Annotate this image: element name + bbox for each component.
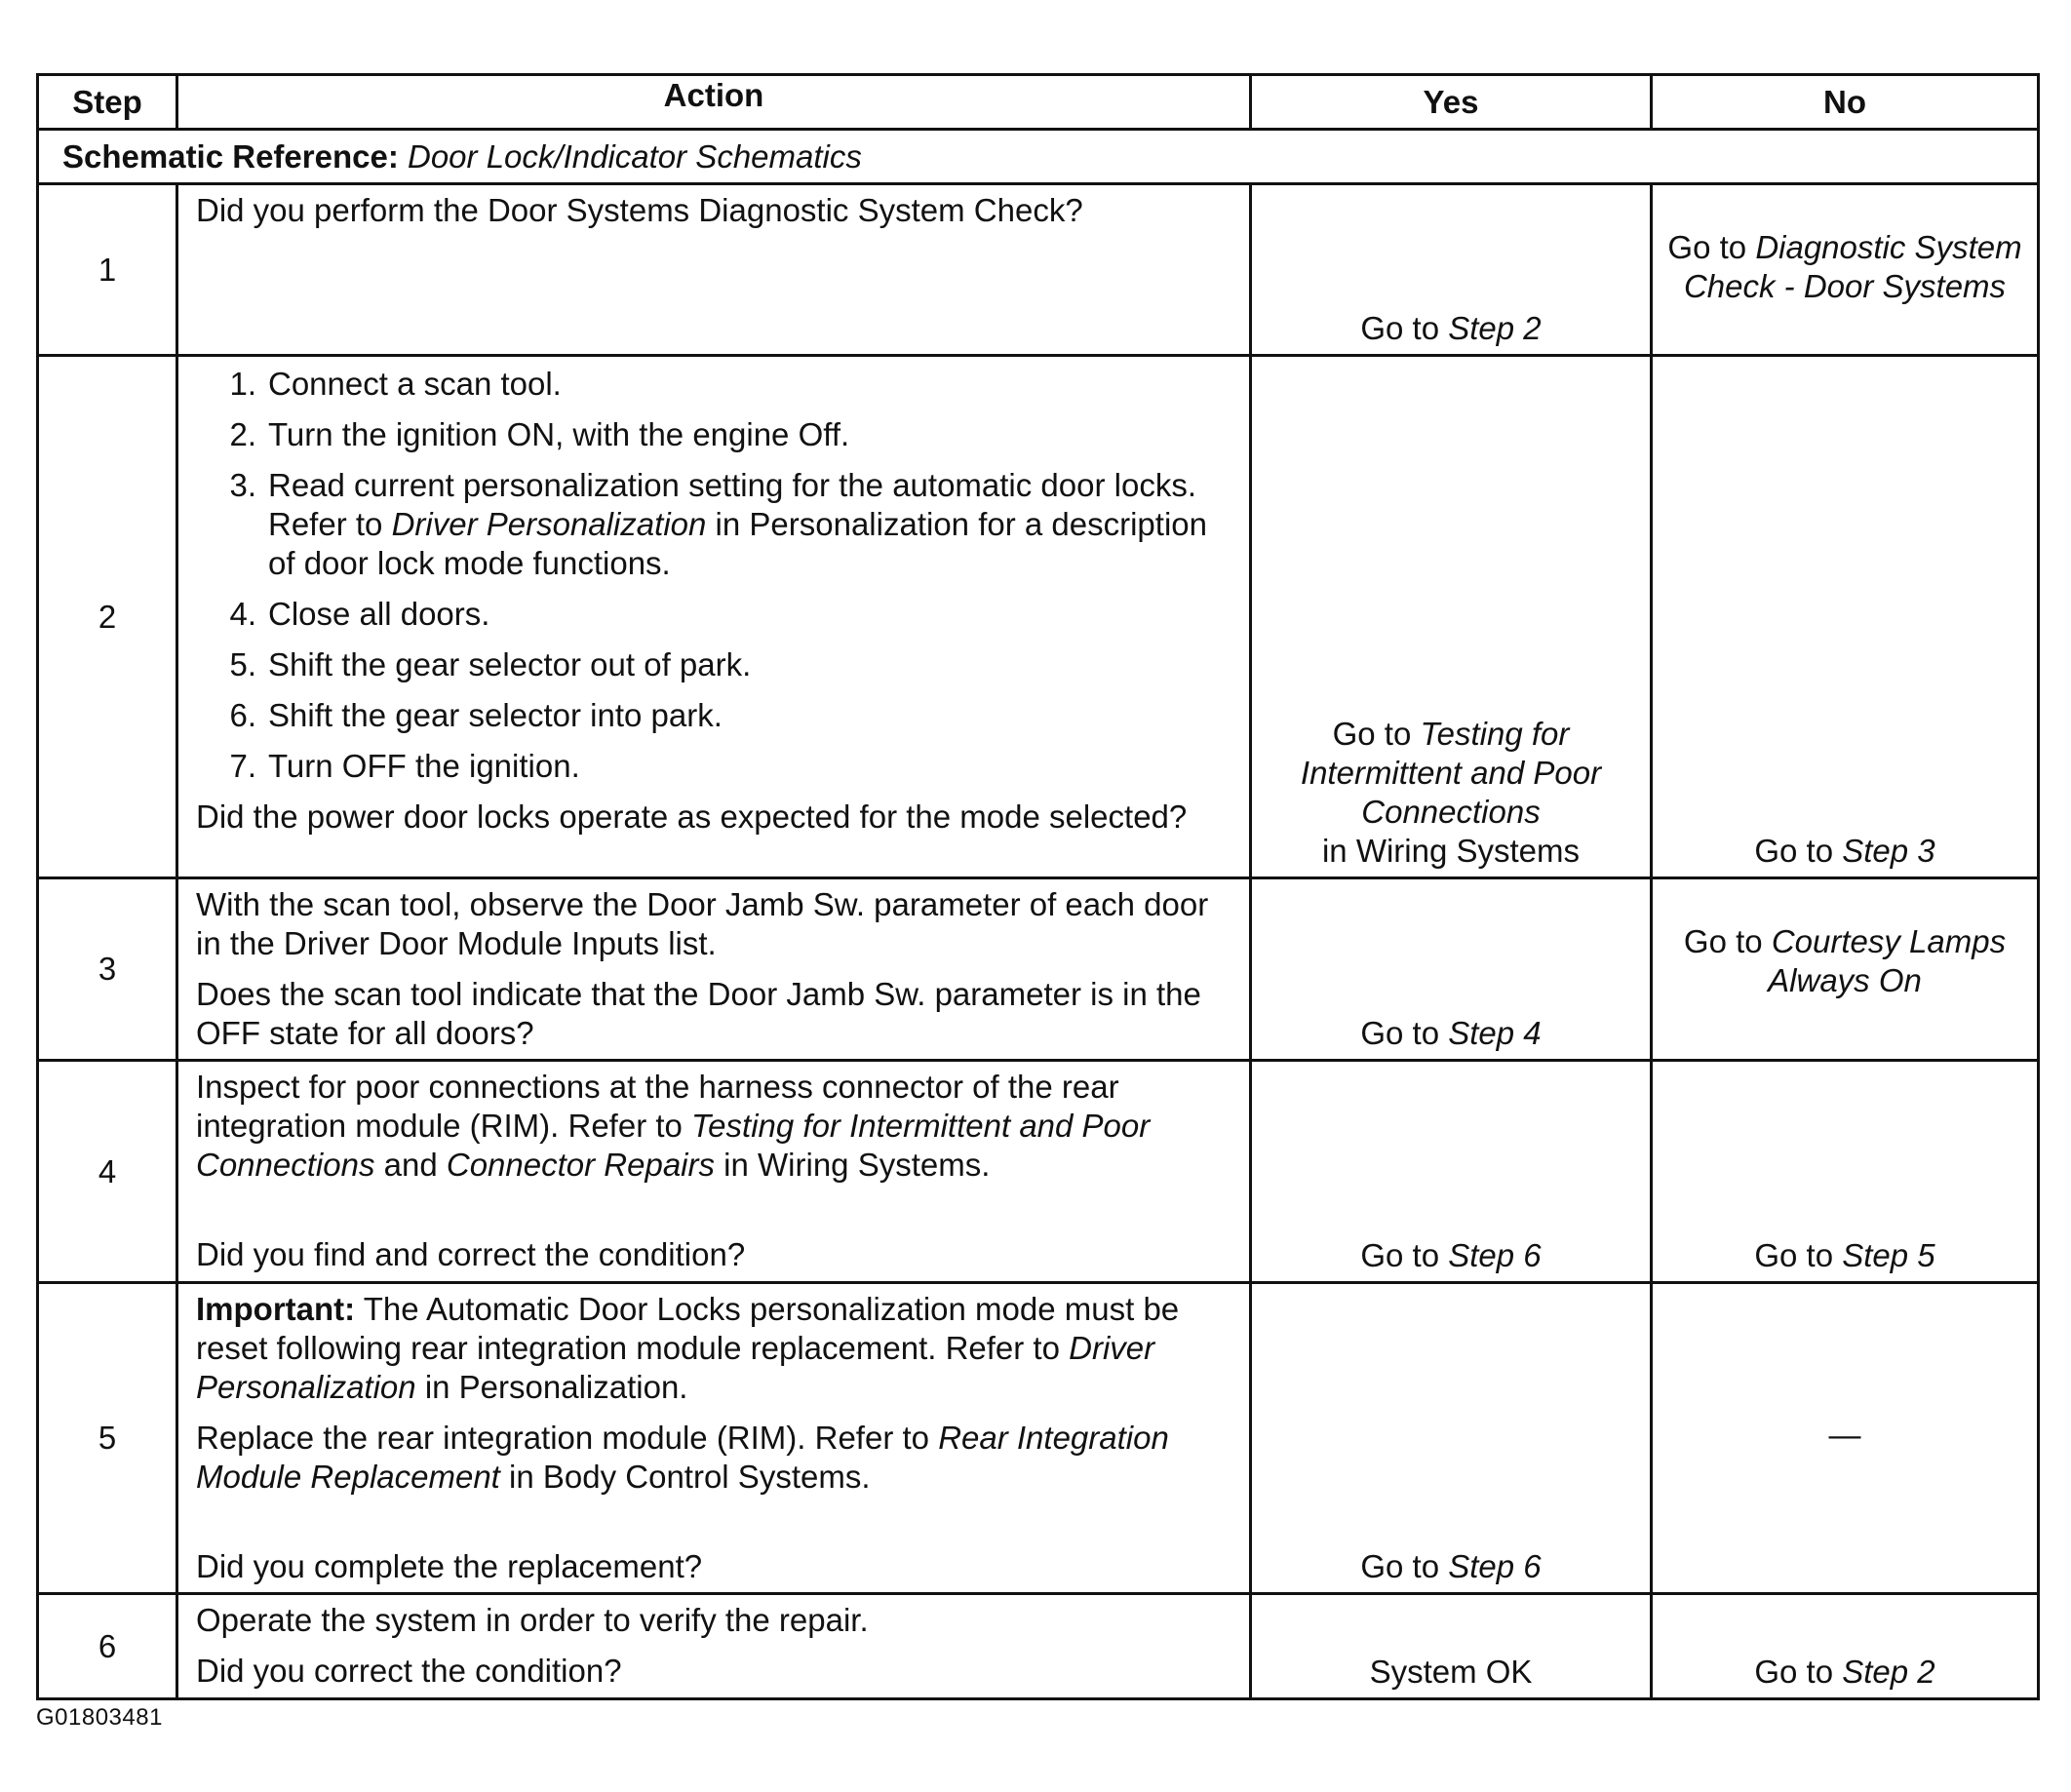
item-text: Shift the gear selector into park. — [268, 697, 723, 733]
question-text: Does the scan tool indicate that the Door Jamb Sw. parameter is in the OFF state for all doors? — [196, 976, 1201, 1051]
no-dash: — — [1828, 1417, 1861, 1453]
step-number: 3 — [38, 878, 177, 1061]
question-text: Did you complete the replacement? — [196, 1548, 703, 1584]
yes-link[interactable]: Testing for Intermittent and Poor Connections — [1300, 716, 1602, 830]
no-link[interactable]: Courtesy Lamps Always On — [1768, 923, 2007, 998]
diagnostic-table — [36, 73, 2040, 1700]
instruction-pre: Replace the rear integration module (RIM). Refer to — [196, 1420, 930, 1456]
header-yes: Yes — [1251, 75, 1652, 130]
schematic-label: Schematic Reference: — [62, 137, 399, 175]
personalization-link[interactable]: Driver Personalization — [196, 1330, 1155, 1405]
yes-prefix: Go to — [1360, 1015, 1440, 1051]
yes-prefix: Go to — [1332, 716, 1412, 752]
yes-cell — [1251, 1283, 1652, 1594]
instruction-text: With the scan tool, observe the Door Jamb Sw. parameter of each door in the Driver Door Module Inputs list. — [196, 886, 1209, 961]
step-number: 2 — [38, 356, 177, 878]
item-text — [268, 466, 1237, 583]
instruction-post: in Wiring Systems. — [723, 1147, 991, 1183]
yes-suffix: in Wiring Systems — [1321, 833, 1581, 869]
yes-prefix: Go to — [1360, 310, 1440, 346]
yes-link[interactable]: Step 4 — [1448, 1015, 1542, 1051]
list-item — [196, 595, 1237, 634]
list-item — [196, 696, 1237, 735]
important-note — [196, 1290, 1237, 1407]
action-cell — [177, 356, 1251, 878]
item-number: 6. — [229, 697, 256, 733]
header-action: Action — [177, 75, 1251, 130]
step-number: 6 — [38, 1594, 177, 1699]
no-link[interactable]: Diagnostic System Check - Door Systems — [1683, 228, 2022, 304]
no-cell — [1652, 1283, 2039, 1594]
important-label: Important: — [196, 1291, 356, 1327]
yes-cell — [1251, 184, 1652, 356]
instruction-text: Operate the system in order to verify the repair. — [196, 1602, 869, 1638]
item-number: 4. — [229, 596, 256, 632]
item-text: Connect a scan tool. — [268, 366, 562, 402]
table-row — [38, 184, 2039, 356]
no-prefix: Go to — [1667, 228, 1747, 265]
no-prefix: Go to — [1754, 1237, 1834, 1273]
table-row — [38, 878, 2039, 1061]
no-link[interactable]: Step 2 — [1842, 1654, 1935, 1690]
item-text: Turn the ignition ON, with the engine Off. — [268, 416, 850, 452]
list-item — [196, 415, 1237, 454]
yes-cell — [1251, 1061, 1652, 1283]
item-link[interactable]: Driver Personalization — [391, 506, 707, 542]
question-text: Did you find and correct the condition? — [196, 1236, 746, 1272]
instruction-post: in Body Control Systems. — [509, 1459, 871, 1495]
no-prefix: Go to — [1754, 833, 1834, 869]
yes-cell — [1251, 356, 1652, 878]
yes-prefix: Go to — [1360, 1548, 1440, 1584]
list-item — [196, 466, 1237, 583]
action-cell — [177, 1594, 1251, 1699]
item-text: Shift the gear selector out of park. — [268, 646, 752, 682]
no-cell — [1652, 356, 2039, 878]
item-number: 3. — [229, 467, 256, 503]
yes-text: System OK — [1369, 1654, 1533, 1690]
instruction-and: and — [383, 1147, 438, 1183]
header-no: No — [1652, 75, 2039, 130]
instruction-text — [196, 1419, 1237, 1497]
yes-link[interactable]: Step 6 — [1448, 1237, 1542, 1273]
item-text: Turn OFF the ignition. — [268, 748, 580, 784]
table-row — [38, 1061, 2039, 1283]
item-text-pre: Read current personalization setting for the automatic door locks. Refer to — [268, 467, 1197, 542]
schematic-reference — [38, 130, 2039, 184]
figure-id: G01803481 — [36, 1704, 163, 1731]
question-text: Did you perform the Door Systems Diagnostic System Check? — [196, 192, 1083, 228]
question-text: Did the power door locks operate as expected for the mode selected? — [196, 799, 1188, 835]
header-row — [38, 75, 2039, 130]
no-cell — [1652, 184, 2039, 356]
question-text: Did you correct the condition? — [196, 1653, 622, 1689]
schematic-link[interactable]: Door Lock/Indicator Schematics — [408, 137, 862, 175]
step-number: 1 — [38, 184, 177, 356]
action-cell — [177, 1061, 1251, 1283]
yes-prefix: Go to — [1360, 1237, 1440, 1273]
action-cell — [177, 878, 1251, 1061]
yes-link[interactable]: Step 6 — [1448, 1548, 1542, 1584]
yes-cell — [1251, 1594, 1652, 1699]
step-number: 4 — [38, 1061, 177, 1283]
item-text-post: in Personalization for a description of door lock mode functions. — [268, 506, 1207, 581]
no-prefix: Go to — [1754, 1654, 1834, 1690]
testing-link[interactable]: Testing for Intermittent and Poor Connections — [196, 1108, 1151, 1183]
no-prefix: Go to — [1683, 923, 1763, 959]
no-link[interactable]: Step 5 — [1842, 1237, 1935, 1273]
action-cell — [177, 1283, 1251, 1594]
no-cell — [1652, 878, 2039, 1061]
list-item — [196, 645, 1237, 684]
procedure-list — [196, 365, 1237, 786]
yes-link[interactable]: Step 2 — [1448, 310, 1542, 346]
table-row — [38, 356, 2039, 878]
important-post: in Personalization. — [424, 1369, 688, 1405]
replacement-link[interactable]: Rear Integration Module Replacement — [196, 1420, 1169, 1495]
no-cell — [1652, 1061, 2039, 1283]
item-text: Close all doors. — [268, 596, 490, 632]
header-step: Step — [38, 75, 177, 130]
instruction-pre: Inspect for poor connections at the harness connector of the rear integration module (RIM). Refer to — [196, 1069, 1119, 1144]
instruction-text — [196, 1068, 1237, 1185]
schematic-row — [38, 130, 2039, 184]
list-item — [196, 747, 1237, 786]
action-cell — [177, 184, 1251, 356]
table-row — [38, 1283, 2039, 1594]
item-number: 7. — [229, 748, 256, 784]
item-number: 5. — [229, 646, 256, 682]
list-item — [196, 365, 1237, 404]
item-number: 2. — [229, 416, 256, 452]
yes-cell — [1251, 878, 1652, 1061]
connector-repairs-link[interactable]: Connector Repairs — [446, 1147, 715, 1183]
no-link[interactable]: Step 3 — [1842, 833, 1935, 869]
item-number: 1. — [229, 366, 256, 402]
important-text: The Automatic Door Locks personalization mode must be reset following rear integration module replacement. Refer to — [196, 1291, 1180, 1366]
no-cell — [1652, 1594, 2039, 1699]
table-row — [38, 1594, 2039, 1699]
step-number: 5 — [38, 1283, 177, 1594]
